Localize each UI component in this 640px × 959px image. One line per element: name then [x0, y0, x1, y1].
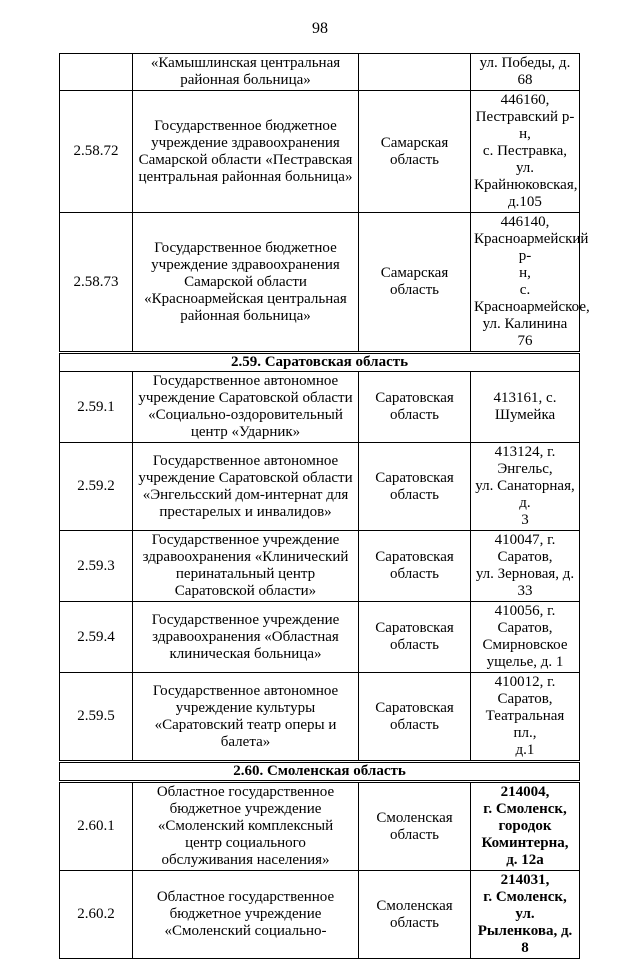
region: [359, 54, 471, 91]
table-row: [60, 673, 580, 762]
region: Саратовская область: [359, 602, 471, 673]
table-row: [60, 91, 580, 213]
table-row: [60, 871, 580, 959]
institution-name: Государственное автономное учреждение культуры «Саратовский театр оперы и балета»: [133, 673, 359, 762]
institution-name: Областное государственное бюджетное учреждение «Смоленский социально-: [133, 871, 359, 959]
row-number: 2.60.1: [60, 782, 133, 871]
row-number: 2.59.2: [60, 443, 133, 531]
row-number: 2.59.3: [60, 531, 133, 602]
region: Смоленская область: [359, 871, 471, 959]
table-row: [60, 602, 580, 673]
institution-name: Областное государственное бюджетное учреждение «Смоленский комплексный центр социального обслуживания населения»: [133, 782, 359, 871]
institution-name: Государственное автономное учреждение Саратовской области «Энгельсский дом-интернат для престарелых и инвалидов»: [133, 443, 359, 531]
region: Саратовская область: [359, 673, 471, 762]
row-number: 2.59.5: [60, 673, 133, 762]
institution-name: Государственное бюджетное учреждение здравоохранения Самарской области «Красноармейская центральная районная больница»: [133, 213, 359, 353]
table-row: [60, 782, 580, 871]
page-number: 98: [312, 20, 328, 37]
region: Саратовская область: [359, 443, 471, 531]
address: 410012, г. Саратов, Театральная пл., д.1: [471, 673, 580, 762]
section-title: 2.60. Смоленская область: [60, 762, 580, 782]
table-row: [60, 443, 580, 531]
row-number: 2.58.72: [60, 91, 133, 213]
institution-name: Государственное учреждение здравоохранения «Областная клиническая больница»: [133, 602, 359, 673]
table-row: [60, 213, 580, 353]
region: Самарская область: [359, 213, 471, 353]
row-number: 2.60.2: [60, 871, 133, 959]
row-number: 2.59.1: [60, 372, 133, 443]
address: 413161, с. Шумейка: [471, 372, 580, 443]
region: Саратовская область: [359, 531, 471, 602]
institution-name: Государственное учреждение здравоохранения «Клинический перинатальный центр Саратовской области»: [133, 531, 359, 602]
section-title: 2.59. Саратовская область: [60, 353, 580, 372]
institution-name: Государственное автономное учреждение Саратовской области «Социально-оздоровительный центр «Ударник»: [133, 372, 359, 443]
region: Самарская область: [359, 91, 471, 213]
institution-name: Государственное бюджетное учреждение здравоохранения Самарской области «Пестравская центральная районная больница»: [133, 91, 359, 213]
institution-name: «Камышлинская центральная районная больница»: [133, 54, 359, 91]
section-header-row: [60, 762, 580, 782]
region: Смоленская область: [359, 782, 471, 871]
table-row: [60, 54, 580, 91]
institutions-table: [59, 53, 590, 959]
address: ул. Победы, д. 68: [471, 54, 580, 91]
row-number: 2.59.4: [60, 602, 133, 673]
address: 410047, г. Саратов, ул. Зерновая, д. 33: [471, 531, 580, 602]
address: 214004, г. Смоленск, городок Коминтерна, д. 12а: [471, 782, 580, 871]
row-number: 2.58.73: [60, 213, 133, 353]
row-number: [60, 54, 133, 91]
section-header-row: [60, 353, 580, 372]
address: 413124, г. Энгельс, ул. Санаторная, д. 3: [471, 443, 580, 531]
table-row: [60, 372, 580, 443]
address: 446160, Пестравский р-н, с. Пестравка, ул. Крайнюковская, д.105: [471, 91, 580, 213]
address: 214031, г. Смоленск, ул. Рыленкова, д. 8: [471, 871, 580, 959]
address: 410056, г. Саратов, Смирновское ущелье, д. 1: [471, 602, 580, 673]
region: Саратовская область: [359, 372, 471, 443]
address: 446140, Красноармейский р- н, с. Красноармейское, ул. Калинина 76: [471, 213, 580, 353]
table-row: [60, 531, 580, 602]
